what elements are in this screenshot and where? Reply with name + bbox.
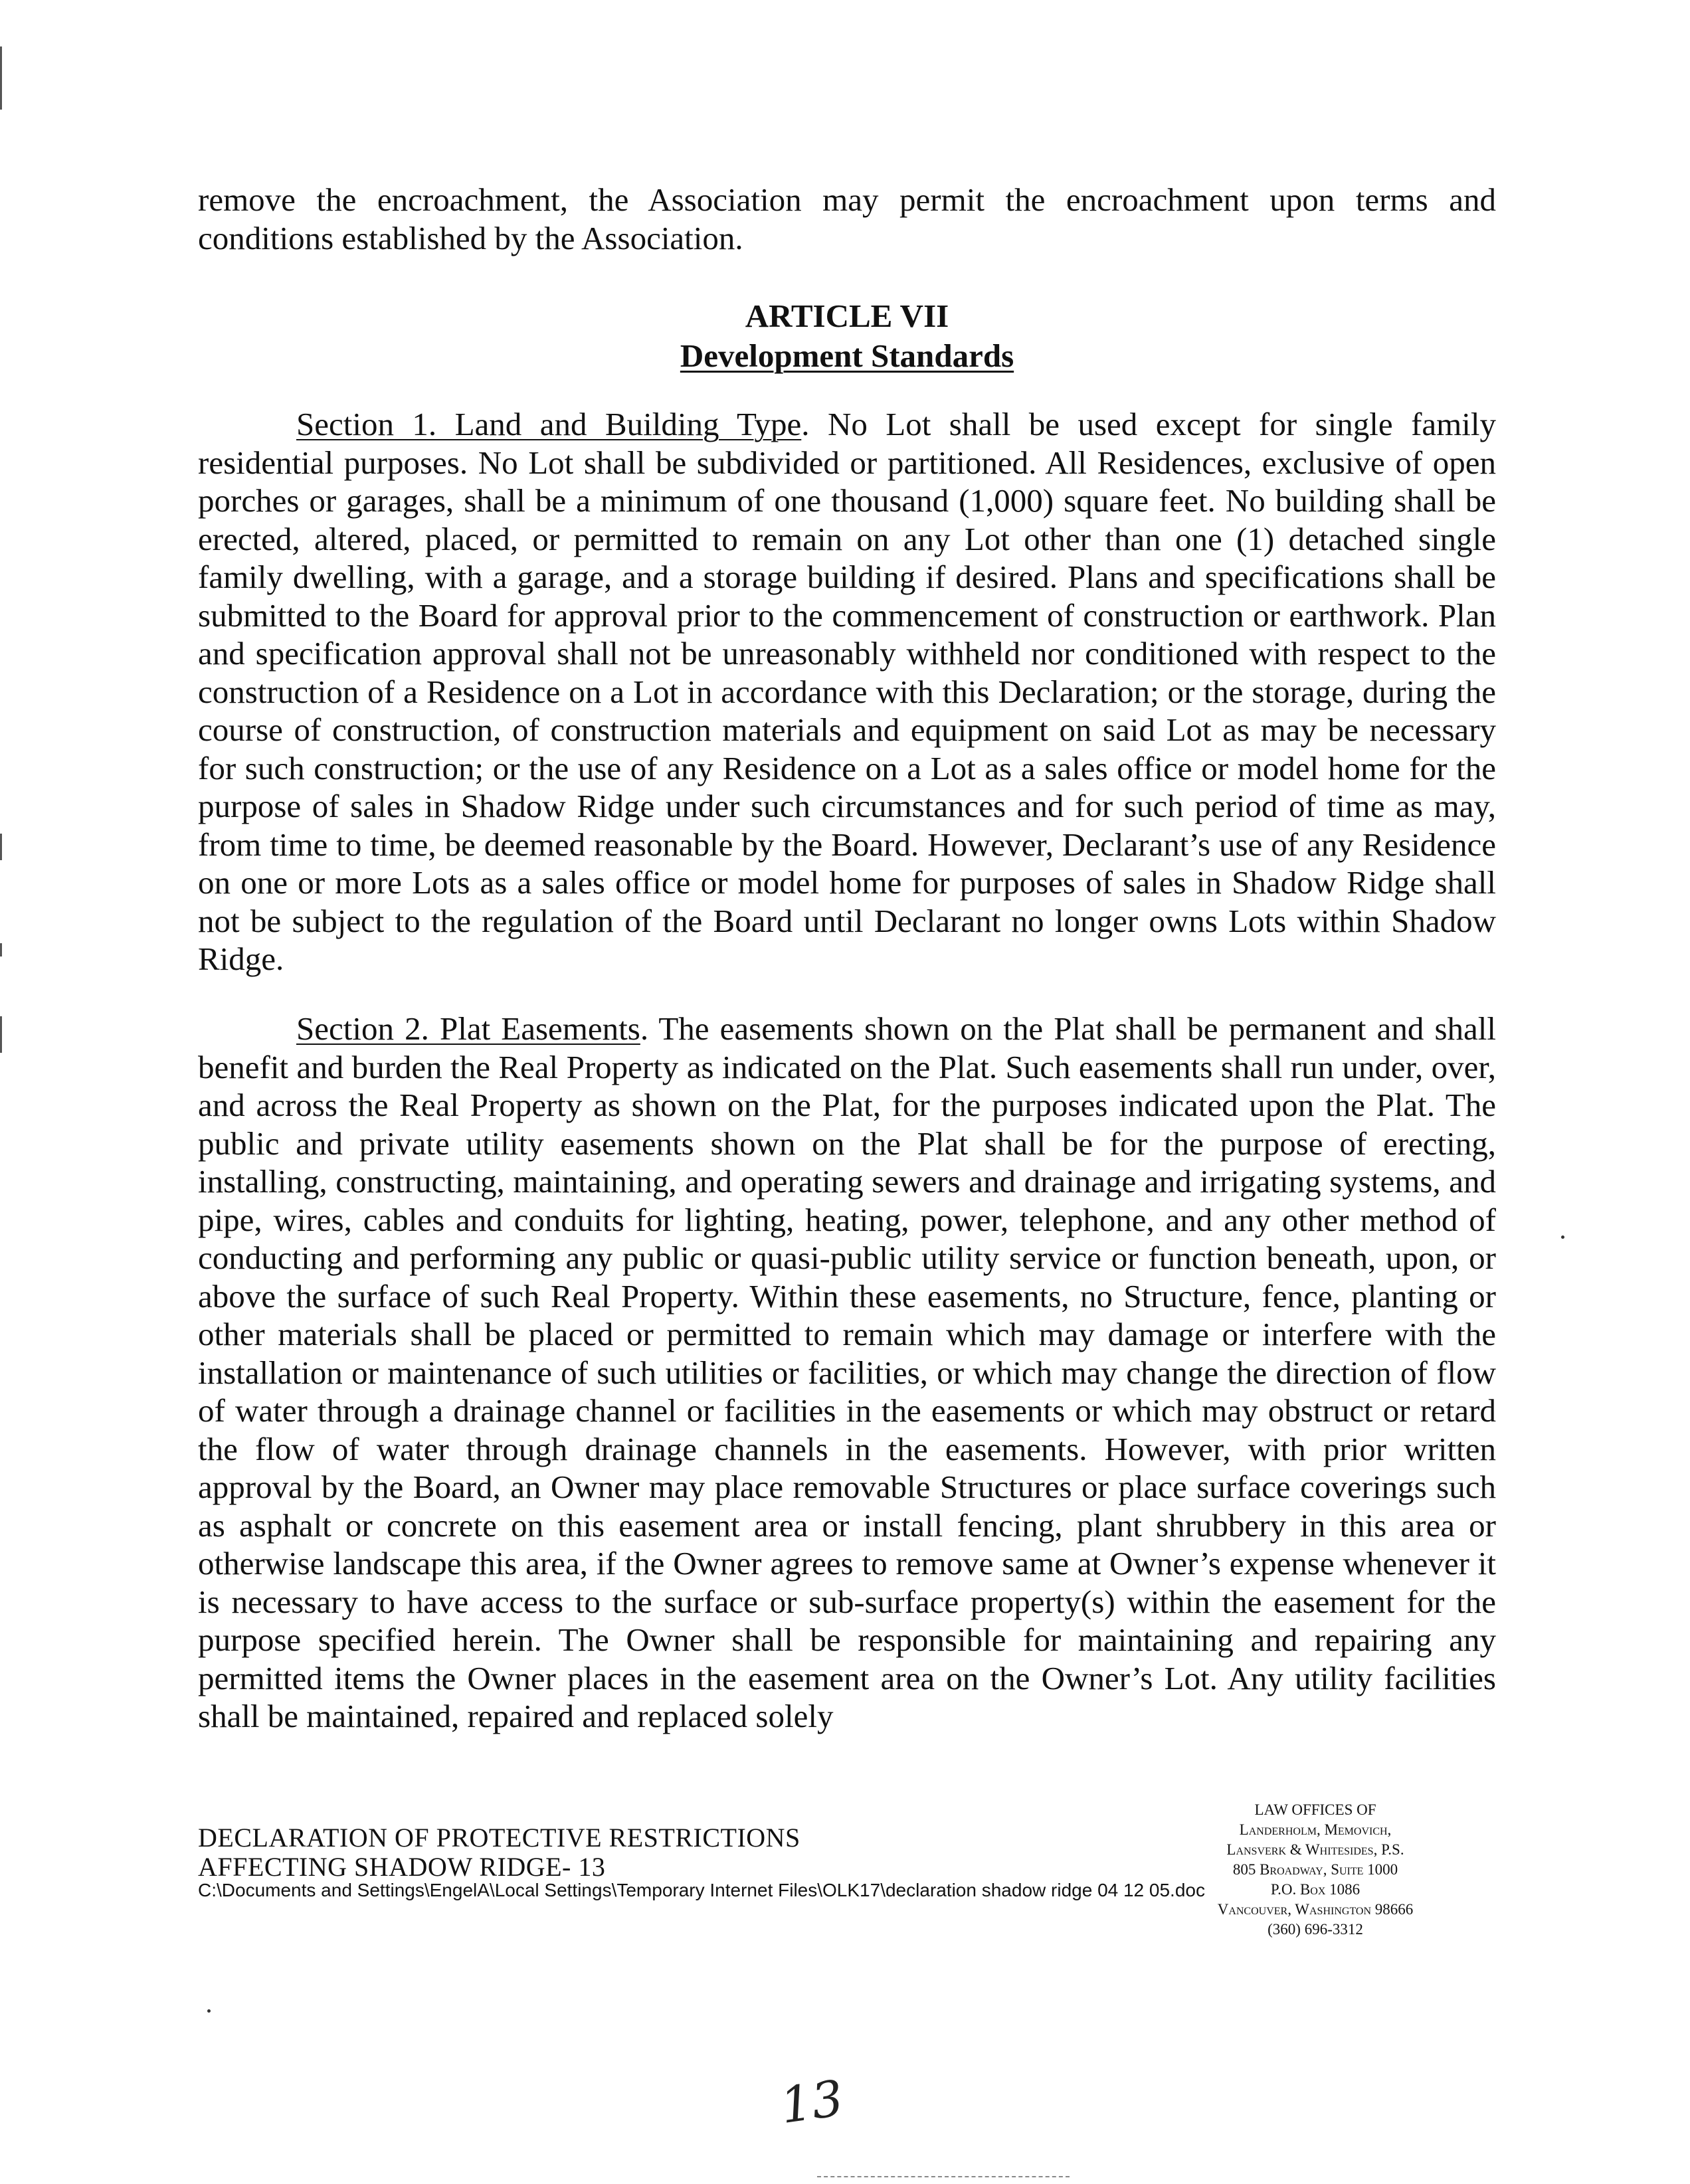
article-title: ARTICLE VII xyxy=(745,298,949,334)
law-office-line-7: (360) 696-3312 xyxy=(1268,1921,1363,1938)
article-heading xyxy=(198,296,1496,376)
footer-file-path: C:\Documents and Settings\EngelA\Local Settings\Temporary Internet Files\OLK17\declaration shadow ridge 04 12 05.doc xyxy=(198,1880,1205,1900)
law-office-line-5: P.O. Box 1086 xyxy=(1270,1881,1361,1898)
scan-edge-mark xyxy=(0,46,2,110)
law-office-line-6: Vancouver, Washington 98666 xyxy=(1217,1901,1414,1918)
footer-title-line-2: AFFECTING SHADOW RIDGE- 13 xyxy=(198,1852,606,1882)
section-2-body: The easements shown on the Plat shall be permanent and shall benefit and burden the Real Property as indicated on the Plat. Such easements shall run under, over, and across the Real Property as shown on the Plat, for the purposes indicated upon the Plat. The public and private utility easements shown on the Plat shall be for the purpose of erecting, installing, constructing, maintaining, and operating sewers and drainage and irrigating systems, and pipe, wires, cables and conduits for lighting, heating, power, telephone, and any other method of conducting and performing any public or quasi-public utility service or function beneath, upon, or above the surface of such Real Property. Within these easements, no Structure, fence, planting or other materials shall be placed or permitted to remain which may damage or interfere with the installation or maintenance of such utilities or facilities, or which may change the direction of flow of water through a drainage channel or facilities in the easements or which may obstruct or retard the flow of water through drainage channels in the easements. However, with prior written approval by the Board, an Owner may place removable Structures or place surface coverings such as asphalt or concrete on this easement area or install fencing, plant shrubbery in this area or otherwise landscape this area, if the Owner agrees to remove same at Owner’s expense whenever it is necessary to have access to the surface or sub-surface property(s) within the easement for the purpose specified herein. The Owner shall be responsible for maintaining and repairing any permitted items the Owner places in the easement area on the Owner’s Lot. Any utility facilities shall be maintained, repaired and replaced solely xyxy=(198,1010,1496,1734)
section-2-heading: Section 2. Plat Easements xyxy=(296,1010,640,1047)
continuation-paragraph: remove the encroachment, the Association may permit the encroachment upon terms and conditions established by the Association. xyxy=(198,181,1496,256)
law-office-line-2: Landerholm, Memovich, xyxy=(1239,1821,1392,1838)
scan-edge-mark xyxy=(0,943,2,956)
scan-bottom-rule xyxy=(817,2176,1070,2177)
law-office-block xyxy=(1176,1800,1455,1940)
scan-edge-mark xyxy=(0,1016,2,1053)
scan-edge-mark xyxy=(0,834,2,860)
handwritten-page-number: 13 xyxy=(777,2069,847,2136)
section-1-heading: Section 1. Land and Building Type xyxy=(296,406,802,442)
section-1-body: No Lot shall be used except for single family residential purposes. No Lot shall be subdivided or partitioned. All Residences, exclusive of open porches or garages, shall be a minimum of one thousand (1,000) square feet. No building shall be erected, altered, placed, or permitted to remain on any Lot other than one (1) detached single family dwelling, with a garage, and a storage building if desired. Plans and specifications shall be submitted to the Board for approval prior to the commencement of construction or earthwork. Plan and specification approval shall not be unreasonably withheld nor conditioned with respect to the construction of a Residence on a Lot in accordance with this Declaration; or the storage, during the course of construction, of construction materials and equipment on said Lot as may be necessary for such construction; or the use of any Residence on a Lot as a sales office or model home for the purpose of sales in Shadow Ridge under such circumstances and for such period of time as may, from time to time, be deemed reasonable by the Board. However, Declarant’s use of any Residence on one or more Lots as a sales office or model home for purposes of sales in Shadow Ridge shall not be subject to the regulation of the Board until Declarant no longer owns Lots within Shadow Ridge. xyxy=(198,406,1496,977)
section-2-paragraph: Section 2. Plat Easements. The easements shown on the Plat shall be permanent and shall benefit and burden the Real Property as indicated on the Plat. Such easements shall run under, over, and across the Real Property as shown on the Plat, for the purposes indicated upon the Plat. The public and private utility easements shown on the Plat shall be for the purpose of erecting, installing, constructing, maintaining, and operating sewers and drainage and irrigating systems, and pipe, wires, cables and conduits for lighting, heating, power, telephone, and any other method of conducting and performing any public or quasi-public utility service or function beneath, upon, or above the surface of such Real Property. Within these easements, no Structure, fence, planting or other materials shall be placed or permitted to remain which may damage or interfere with the installation or maintenance of such utilities or facilities, or which may change the direction of flow of water through a drainage channel or facilities in the easements or which may obstruct or retard the flow of water through drainage channels in the easements. However, with prior written approval by the Board, an Owner may place removable Structures or place surface coverings such as asphalt or concrete on this easement area or install fencing, plant shrubbery in this area or otherwise landscape this area, if the Owner agrees to remove same at Owner’s expense whenever it is necessary to have access to the surface or sub-surface property(s) within the easement for the purpose specified herein. The Owner shall be responsible for maintaining and repairing any permitted items the Owner places in the easement area on the Owner’s Lot. Any utility facilities shall be maintained, repaired and replaced solely xyxy=(198,1010,1496,1734)
law-office-line-3: Lansverk & Whitesides, P.S. xyxy=(1226,1841,1404,1858)
law-office-line-4: 805 Broadway, Suite 1000 xyxy=(1232,1861,1398,1878)
footer-title-line-1: DECLARATION OF PROTECTIVE RESTRICTIONS xyxy=(198,1823,800,1853)
article-subtitle: Development Standards xyxy=(680,337,1014,374)
scan-speck xyxy=(1561,1235,1564,1239)
section-1-paragraph: Section 1. Land and Building Type. No Lot shall be used except for single family residential purposes. No Lot shall be subdivided or partitioned. All Residences, exclusive of open porches or garages, shall be a minimum of one thousand (1,000) square feet. No building shall be erected, altered, placed, or permitted to remain on any Lot other than one (1) detached single family dwelling, with a garage, and a storage building if desired. Plans and specifications shall be submitted to the Board for approval prior to the commencement of construction or earthwork. Plan and specification approval shall not be unreasonably withheld nor conditioned with respect to the construction of a Residence on a Lot in accordance with this Declaration; or the storage, during the course of construction, of construction materials and equipment on said Lot as may be necessary for such construction; or the use of any Residence on a Lot as a sales office or model home for the purpose of sales in Shadow Ridge under such circumstances and for such period of time as may, from time to time, be deemed reasonable by the Board. However, Declarant’s use of any Residence on one or more Lots as a sales office or model home for purposes of sales in Shadow Ridge shall not be subject to the regulation of the Board until Declarant no longer owns Lots within Shadow Ridge. xyxy=(198,406,1496,977)
law-office-line-1: LAW OFFICES OF xyxy=(1254,1801,1376,1818)
footer-document-title xyxy=(198,1823,800,1882)
scan-speck xyxy=(207,2009,211,2013)
